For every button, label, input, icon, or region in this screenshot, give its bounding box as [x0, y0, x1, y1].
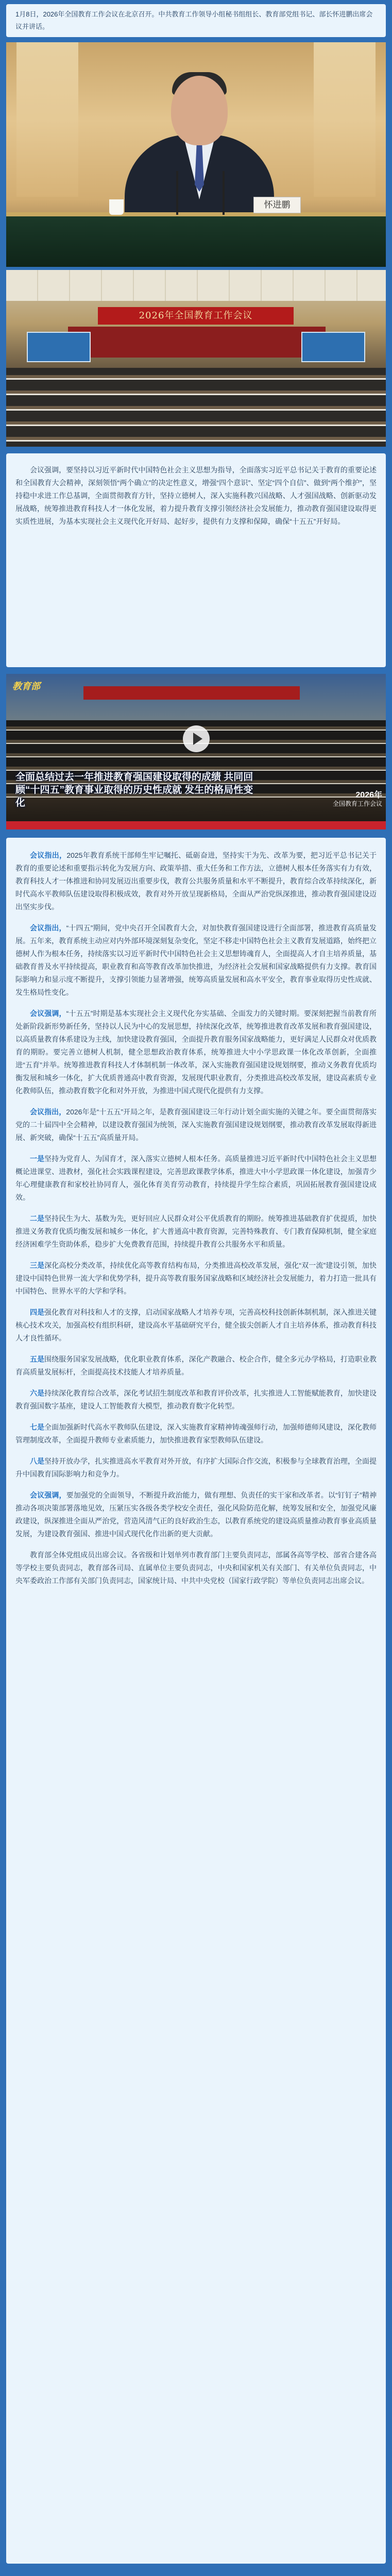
- window-left: [16, 42, 78, 197]
- body-paragraph: 四是强化教育对科技和人才的支撑，启动国家战略人才培养专项，完善高校科技创新体制机制，深入推进关键核心技术攻关，加强高校有组织科研，建设高水平基础研究平台，健全拔尖创新人才自主培养体系，推动教育科技人才良性循环。: [15, 1308, 377, 1342]
- hall-ceiling: [6, 270, 386, 301]
- intro-card: [6, 453, 386, 667]
- desk-edge: [6, 212, 386, 216]
- body-paragraph: 六是持续深化教育综合改革，深化考试招生制度改革和教育评价改革，扎实推进人工智能赋能教育，加快建设教育强国数字基座，建设人工智能教育大模型，推动教育数字化转型。: [15, 1389, 377, 1410]
- microphone-icon: [176, 171, 178, 215]
- body-paragraph: 会议强调，要加强党的全面领导，不断提升政治能力，做有理想、负责任的实干家和改革者。以“钉钉子”精神推动各项决策部署落地见效，压紧压实各级各类学校安全责任，强化风险防范化解，统筹发展和安全，加强党风廉政建设，纵深推进全面从严治党，营造风清气正的良好政治生态，以教育系统党的建设高质量推动教育事业高质量发展，为建设教育强国、推进中国式现代化作出新的更大贡献。: [15, 1491, 377, 1538]
- video-player[interactable]: [6, 674, 386, 829]
- body-paragraph: 八是坚持开放办学，扎实推进高水平教育对外开放，有序扩大国际合作交流，积极参与全球教育治理，全面提升中国教育国际影响力和竞争力。: [15, 1457, 377, 1478]
- body-paragraph: 会议指出，2025年教育系统干部师生牢记嘱托、砥砺奋进，坚持实干为先、改革为要，把习近平总书记关于教育的重要论述和重要指示转化为发展方向、政策举措、重大任务和工作方法，立德树人根本任务落实有力有效，教育科技人才一体推进和协同发展迈出重要步伐，教育公共服务质量和水平不断提升，教育综合改革持续深化，新时代高水平教师队伍建设取得积极成效，教育对外开放呈现新格局，全面从严治党纵深推进，推动教育强国建设迈出坚实步伐。: [15, 851, 377, 911]
- body-paragraph: 五是围绕服务国家发展战略，优化职业教育体系，深化产教融合、校企合作，健全多元办学格局，打造职业教育高质量发展标杆，全面提高技术技能人才培养质量。: [15, 1355, 377, 1376]
- video-title: 全面总结过去一年推进教育强国建设取得的成绩 共同回顾“十四五”教育事业取得的历史性成就 发生的格局性变化: [15, 772, 253, 808]
- speaker-photo: [6, 42, 386, 267]
- conference-hall-photo: [6, 270, 386, 447]
- intro-paragraph: 会议强调，要坚持以习近平新时代中国特色社会主义思想为指导，全面落实习近平总书记关于教育的重要论述和全国教育大会精神，深刻领悟“两个确立”的决定性意义，增强“四个意识”、坚定“四个自信”、做到“两个维护”，坚持稳中求进工作总基调，全面贯彻教育方针，坚持立德树人，深入实施科教兴国战略、人才强国战略、创新驱动发展战略，统筹推进教育科技人才一体化发展，着力提升教育支撑引领经济社会发展能力，推动教育强国建设取得更实质性进展，为基本实现社会主义现代化开好局、起好步，提供有力支撑和保障，确保“十五五”开好局。: [15, 466, 377, 526]
- video-badge: [295, 791, 382, 808]
- microphone-icon: [223, 171, 225, 215]
- tea-cup: [109, 199, 124, 215]
- caption-text: 1月8日，2026年全国教育工作会议在北京召开。中共教育工作领导小组秘书组组长、教育部党组书记、部长怀进鹏出席会议并讲话。: [15, 10, 373, 30]
- body-paragraph: 三是深化高校分类改革，持续优化高等教育结构布局，分类推进高校改革发展，强化“双一流”建设引领，加快建设中国特色世界一流大学和优势学科，提升高等教育服务国家战略和区域经济社会发展能力，着力打造一批具有中国特色、世界水平的大学和学科。: [15, 1261, 377, 1295]
- side-screen-right: [301, 332, 365, 362]
- speaker-head: [171, 76, 228, 145]
- body-paragraph: 二是坚持民生为大、基数为先，更好回应人民群众对公平优质教育的期盼。统筹推进基础教育扩优提质，加快推进义务教育优质均衡发展和城乡一体化，扩大普通高中教育资源，完善特殊教育、专门教育保障机制，健全家庭经济困难学生资助体系，稳步扩大免费教育范围，持续提升教育公共服务水平和质量。: [15, 1214, 377, 1248]
- podium-desk: [6, 212, 386, 267]
- hall-stage: [68, 327, 326, 358]
- photo-caption: [6, 4, 386, 37]
- body-paragraph: 七是全面加强新时代高水平教师队伍建设，深入实施教育家精神铸魂强师行动，加强师德师风建设，深化教师管理制度改革，全面提升教师专业素质能力，加快推进教育家型教师队伍建设。: [15, 1423, 377, 1444]
- video-banner: [83, 686, 300, 700]
- body-paragraph: 教育部全体党组成员出席会议。各省级和计划单列市教育部门主要负责同志，部属各高等学校、部省合建各高等学校主要负责同志，教育部各司局、直属单位主要负责同志，中央和国家机关有关部门、有关单位负责同志，中央军委政治工作部有关部门负责同志，国家统计局、中共中央党校（国家行政学院）等单位负责同志出席会议。: [15, 1551, 377, 1585]
- video-badge-text: 全国教育工作会议: [332, 800, 382, 807]
- side-screen-left: [27, 332, 91, 362]
- body-paragraph: 一是坚持为党育人、为国育才，深入落实立德树人根本任务。高质量推进习近平新时代中国特色社会主义思想概论进课堂、进教材，强化社会实践课程建设，完善思政课教学体系，推进大中小学思政课一体化建设，加强青少年心理健康教育和家校社协同育人，强化体育美育劳动教育，持续提升学生综合素质，巩固拓展教育强国建设成效。: [15, 1155, 377, 1201]
- body-paragraph: 会议指出，2026年是“十五五”开局之年，是教育强国建设三年行动计划全面实施的关键之年。要全面贯彻落实党的二十届四中全会精神，以建设教育强国为统领，深入实施教育强国建设规划纲要，推动教育改革发展取得新进展、新突破，确保“十五五”高质量开局。: [15, 1108, 377, 1142]
- body-card: [6, 838, 386, 2564]
- body-paragraph: 会议强调，“十五五”时期是基本实现社会主义现代化夯实基础、全面发力的关键时期。要深刻把握当前教育所处新阶段新形势新任务，坚持以人民为中心的发展思想，持续深化改革，统筹推进教育改革发展和教育强国建设，以高质量教育体系建设为主线，加快建设教育强国，全面提升教育服务国家战略能力，更好满足人民群众对优质教育的期盼。要完善立德树人机制，健全思想政治教育体系，统筹推进大中小学思政课一体化改革创新，全面推进“五育”并举。统筹推进教育科技人才体制机制一体改革，深入实施教育强国建设规划纲要，推动义务教育优质均衡发展和城乡一体化，扩大优质普通高中教育资源，发展现代职业教育，分类推进高校改革发展，建设高素质专业化教师队伍，推动教育数字化和对外开放，为推进中国式现代化提供有力支撑。: [15, 1009, 377, 1095]
- video-badge-year: 2026年: [355, 791, 382, 800]
- channel-logo: 教育部: [12, 681, 40, 691]
- video-bottom-bar: [6, 821, 386, 829]
- window-right: [314, 42, 376, 197]
- audience-rows: [6, 368, 386, 447]
- hall-banner: 2026年全国教育工作会议: [98, 307, 294, 325]
- play-button[interactable]: [183, 725, 210, 752]
- nameplate: 怀进鹏: [253, 197, 301, 213]
- body-paragraph: 会议指出，“十四五”期间，党中央召开全国教育大会，对加快教育强国建设进行全面部署，推进教育高质量发展。五年来，教育系统主动应对内外部环境深刻复杂变化，坚定不移走中国特色社会主义教育发展道路，始终把立德树人作为根本任务，持续落实以习近平新时代中国特色社会主义思想铸魂育人，全面提高人才自主培养质量，基础教育普及水平持续提高，职业教育和高等教育改革加快推进，为经济社会发展和国家战略提供有力支撑。教育国际影响力和显示度不断提升，支撑引领能力显著增强，统筹高质量发展和高水平安全，教育事业取得历史性成就、发生格局性变化。: [15, 924, 377, 996]
